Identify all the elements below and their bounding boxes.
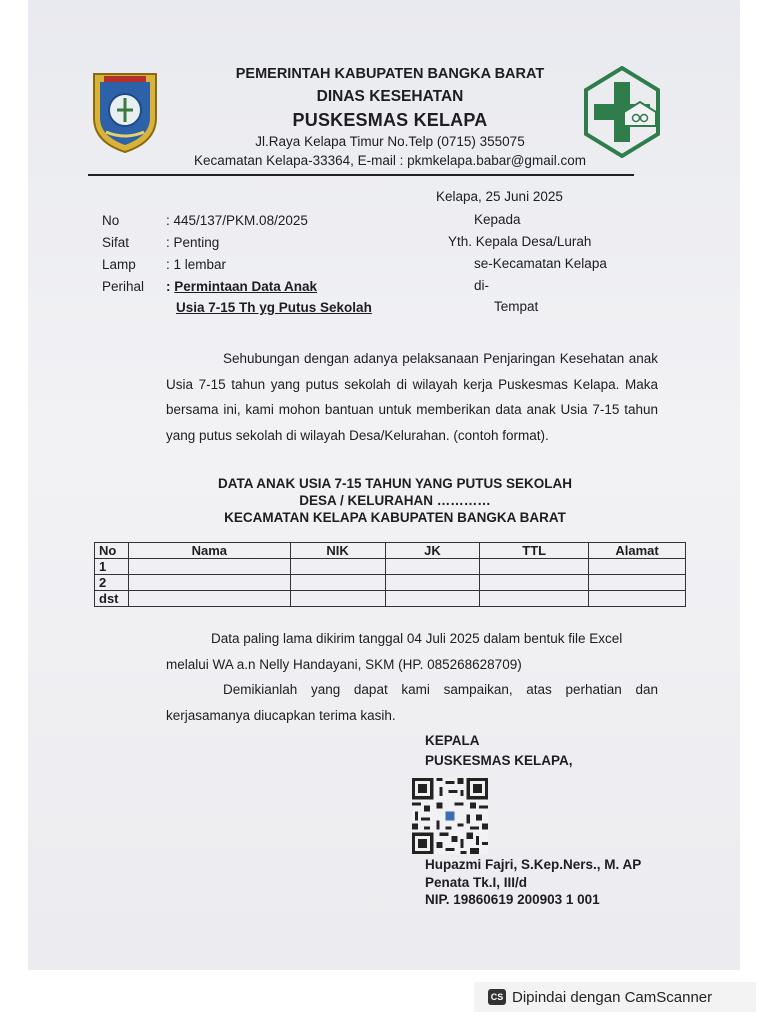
row-number: dst bbox=[95, 591, 129, 607]
letter-page bbox=[28, 0, 740, 970]
table-cell bbox=[128, 575, 290, 591]
table-row bbox=[95, 559, 686, 575]
table-cell bbox=[589, 591, 686, 607]
signatory-rank: Penata Tk.I, III/d bbox=[425, 875, 528, 890]
column-header: Alamat bbox=[589, 543, 686, 559]
meta-label: No bbox=[102, 213, 120, 228]
table-title-line-3: KECAMATAN KELAPA KABUPATEN BANGKA BARAT bbox=[224, 510, 566, 525]
table-row bbox=[95, 575, 686, 591]
column-header: No bbox=[95, 543, 129, 559]
letterhead-institution: PUSKESMAS KELAPA bbox=[292, 110, 488, 130]
subject-line-2: Usia 7-15 Th yg Putus Sekolah bbox=[176, 300, 372, 315]
paragraph-intro: Sehubungan dengan adanya pelaksanaan Penjaringan Kesehatan anak Usia 7-15 tahun yang putus sekolah di wilayah kerja Puskesmas Kelapa. Maka bersama ini, kami mohon bantuan untuk memberikan data anak Usia 7-15 tahun yang putus sekolah di wilayah Desa/Kelurahan. (contoh format). bbox=[166, 351, 658, 443]
table-cell bbox=[385, 591, 480, 607]
column-header: TTL bbox=[480, 543, 589, 559]
meta-value: : 445/137/PKM.08/2025 bbox=[166, 213, 308, 228]
letterhead-agency: DINAS KESEHATAN bbox=[316, 88, 464, 105]
column-header: JK bbox=[385, 543, 480, 559]
table-cell bbox=[480, 575, 589, 591]
camscanner-watermark bbox=[474, 982, 756, 1012]
meta-value-subject: : Permintaan Data Anak bbox=[166, 279, 318, 294]
signatory-name: Hupazmi Fajri, S.Kep.Ners., M. AP bbox=[425, 857, 642, 872]
signature-title-1: KEPALA bbox=[425, 733, 480, 748]
table-cell bbox=[589, 575, 686, 591]
table-cell bbox=[480, 559, 589, 575]
meta-label: Lamp bbox=[102, 257, 136, 272]
column-header: NIK bbox=[290, 543, 385, 559]
letterhead-divider bbox=[88, 174, 634, 176]
letterhead-address: Jl.Raya Kelapa Timur No.Telp (0715) 355075 bbox=[255, 134, 525, 149]
table-cell bbox=[385, 559, 480, 575]
meta-label: Sifat bbox=[102, 235, 130, 250]
subject-line-1: Permintaan Data Anak bbox=[174, 279, 318, 294]
table-title-line-1: DATA ANAK USIA 7-15 TAHUN YANG PUTUS SEKOLAH bbox=[217, 476, 573, 491]
letterhead-contact: Kecamatan Kelapa-33364, E-mail : pkmkelapa.babar@gmail.com bbox=[194, 153, 586, 168]
recipient-area: se-Kecamatan Kelapa bbox=[474, 256, 607, 271]
date-line: Kelapa, 25 Juni 2025 bbox=[436, 189, 563, 204]
table-cell bbox=[128, 591, 290, 607]
table-cell bbox=[290, 559, 385, 575]
meta-value: : 1 lembar bbox=[166, 257, 227, 272]
table-cell bbox=[480, 591, 589, 607]
recipient-kepada: Kepada bbox=[474, 212, 521, 227]
row-number: 1 bbox=[95, 559, 129, 575]
column-header: Nama bbox=[128, 543, 290, 559]
table-cell bbox=[385, 575, 480, 591]
meta-value: : Penting bbox=[166, 235, 220, 250]
data-format-table bbox=[94, 542, 686, 607]
camscanner-logo-icon: CS bbox=[488, 989, 506, 1005]
table-title-line-2: DESA / KELURAHAN ………… bbox=[299, 493, 491, 508]
watermark-text: Dipindai dengan CamScanner bbox=[512, 988, 713, 1006]
table-cell bbox=[128, 559, 290, 575]
paragraph-closing: Demikianlah yang dapat kami sampaikan, atas perhatian dan kerjasamanya diucapkan terima kasih. bbox=[166, 682, 658, 723]
table-header-row bbox=[95, 543, 686, 559]
paragraph-deadline-line-2: melalui WA a.n Nelly Handayani, SKM (HP. 085268628709) bbox=[166, 657, 522, 672]
signatory-nip: NIP. 19860619 200903 1 001 bbox=[425, 892, 600, 907]
table-cell bbox=[589, 559, 686, 575]
table-cell bbox=[290, 575, 385, 591]
paragraph-deadline-line-1: Data paling lama dikirim tanggal 04 Juli 2025 dalam bentuk file Excel bbox=[211, 631, 623, 646]
row-number: 2 bbox=[95, 575, 129, 591]
signature-title-2: PUSKESMAS KELAPA, bbox=[425, 753, 573, 768]
qr-code-icon bbox=[410, 778, 490, 854]
recipient-di: di- bbox=[474, 278, 490, 293]
meta-label: Perihal bbox=[102, 279, 145, 294]
table-row bbox=[95, 591, 686, 607]
table-cell bbox=[290, 591, 385, 607]
recipient-tempat: Tempat bbox=[494, 299, 539, 314]
letterhead-government: PEMERINTAH KABUPATEN BANGKA BARAT bbox=[235, 66, 545, 82]
recipient-name: Yth. Kepala Desa/Lurah bbox=[448, 234, 592, 249]
